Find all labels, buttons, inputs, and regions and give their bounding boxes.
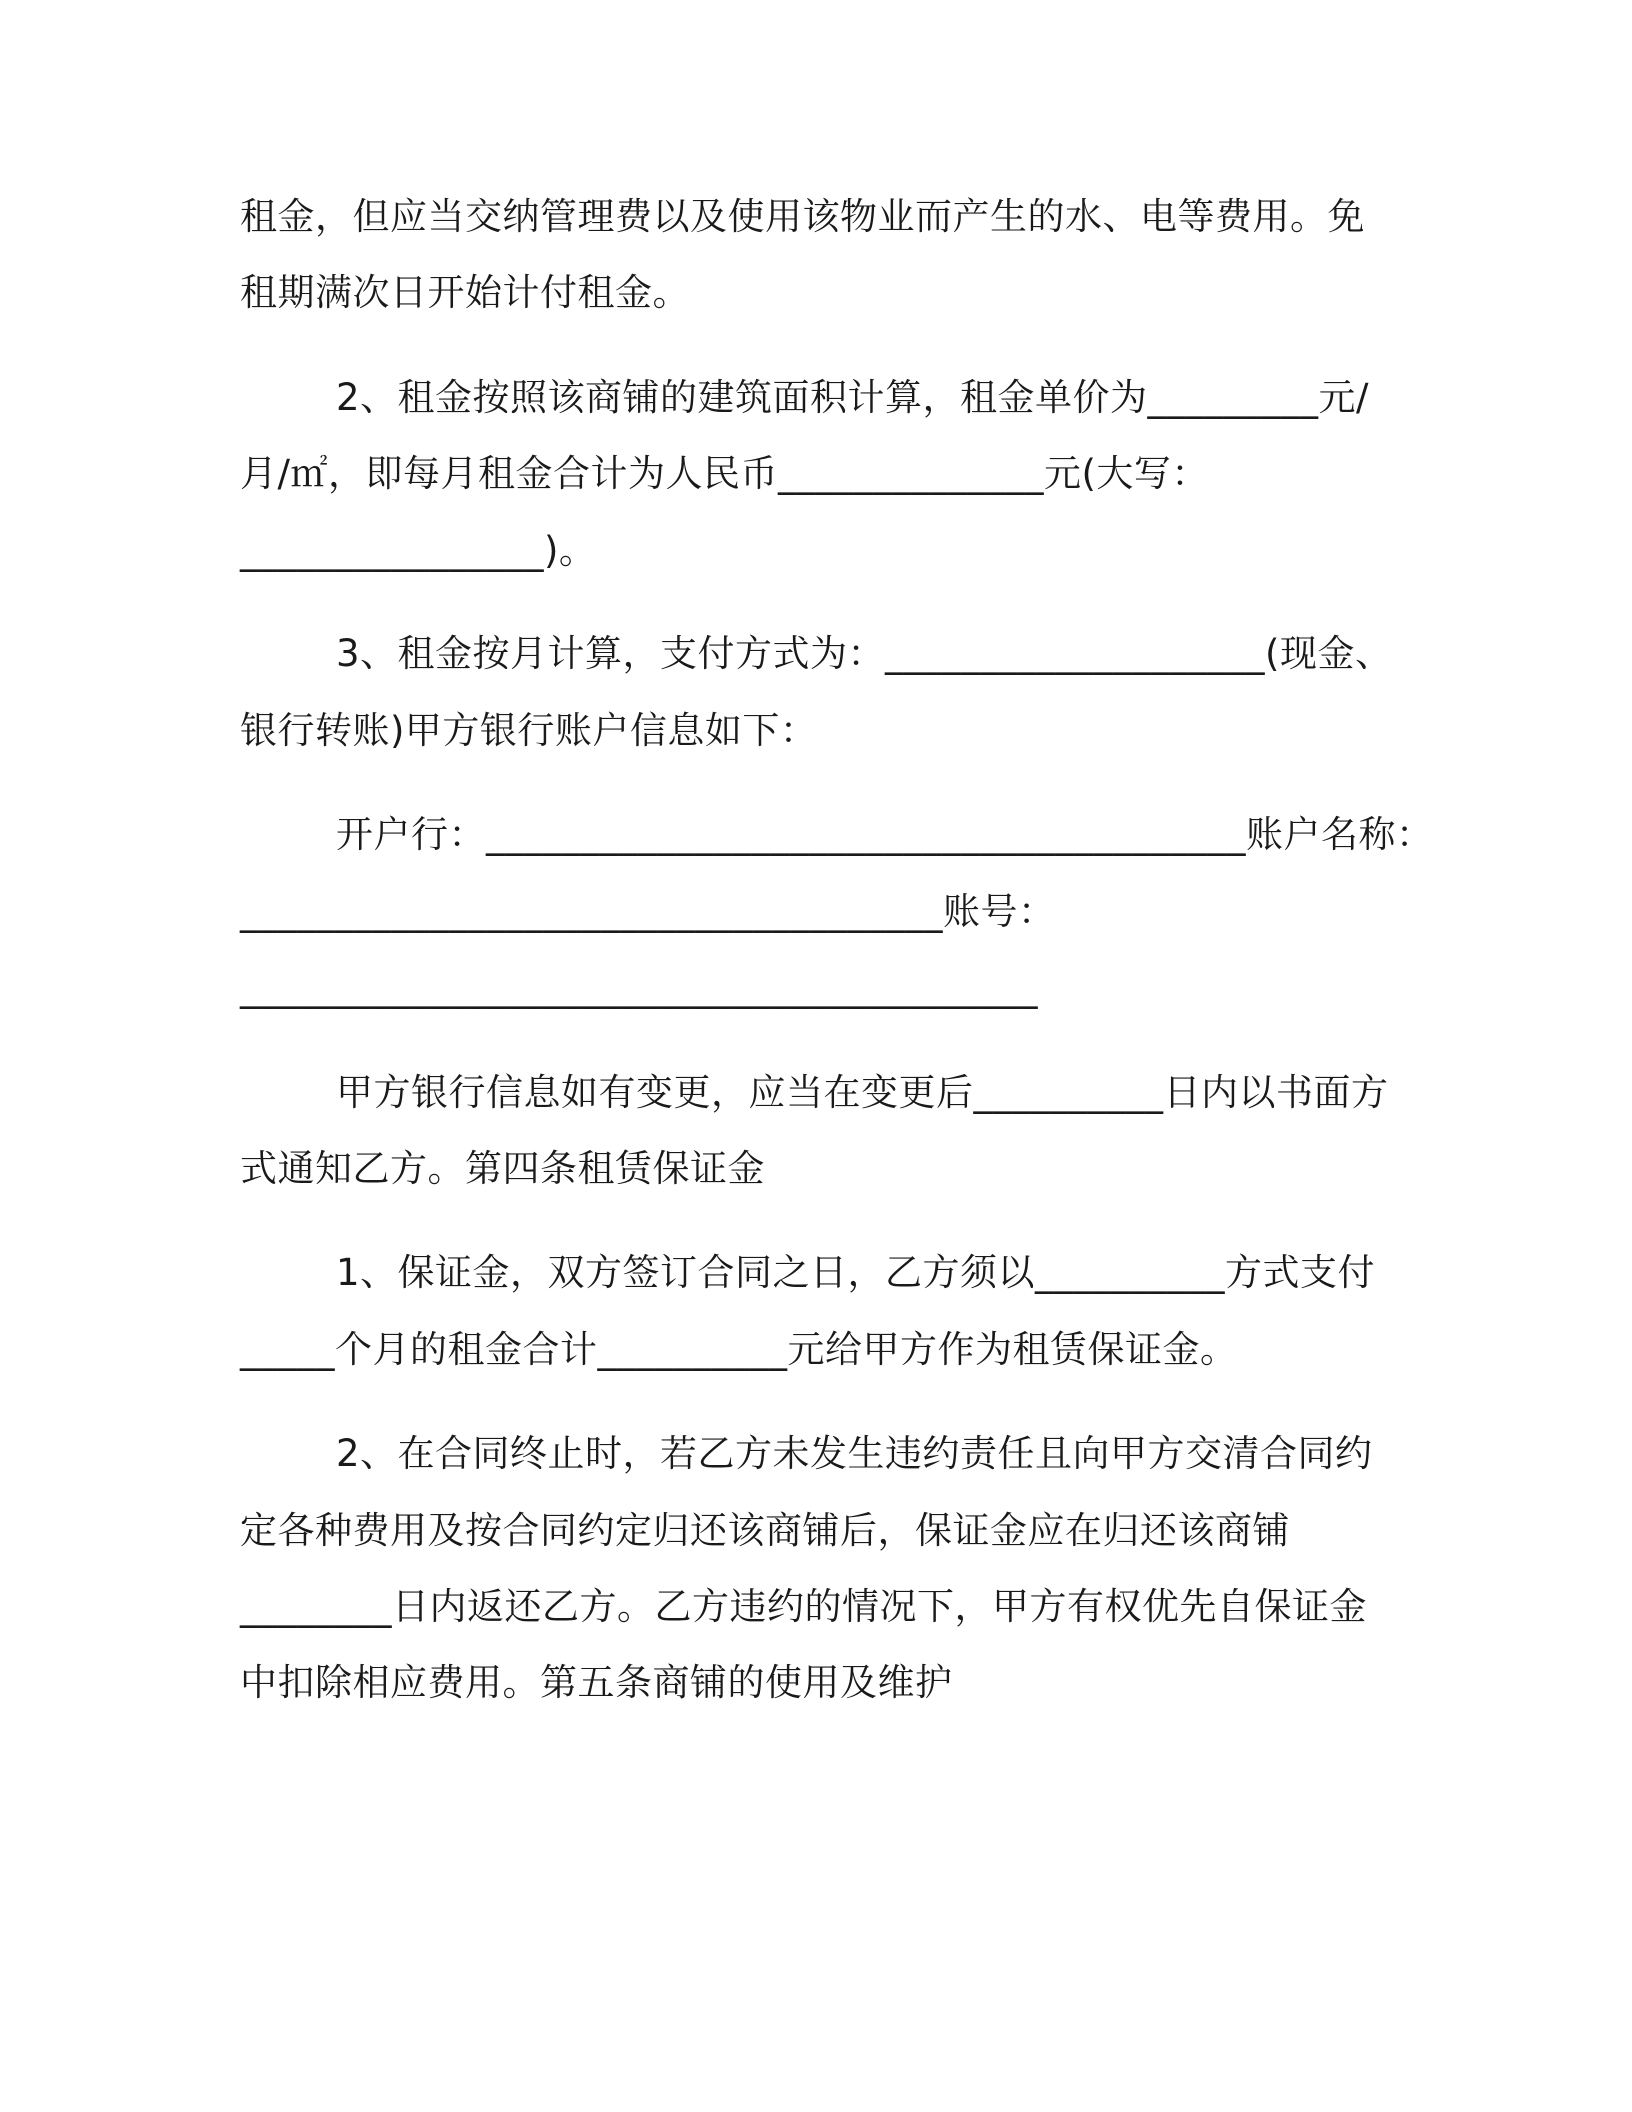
paragraph-line: 定各种费用及按合同约定归还该商铺后，保证金应在归还该商铺 bbox=[240, 1509, 1290, 1552]
paragraph-line: ________日内返还乙方。乙方违约的情况下，甲方有权优先自保证金 bbox=[240, 1585, 1367, 1628]
paragraph-line: 3、租金按月计算，支付方式为：____________________(现金、 bbox=[336, 632, 1393, 675]
paragraph-line: __________________________________________ bbox=[240, 966, 1038, 1009]
paragraph-line: 2、在合同终止时，若乙方未发生违约责任且向甲方交清合同约 bbox=[336, 1432, 1373, 1475]
paragraph-line: _____个月的租金合计__________元给甲方作为租赁保证金。 bbox=[240, 1328, 1238, 1371]
paragraph-line: 式通知乙方。第四条租赁保证金 bbox=[240, 1147, 765, 1190]
paragraph-line: 甲方银行信息如有变更，应当在变更后__________日内以书面方 bbox=[336, 1071, 1389, 1114]
paragraph-line: _____________________________________账号： bbox=[240, 890, 1056, 933]
paragraph-line: 月/㎡，即每月租金合计为人民币______________元(大写： bbox=[240, 452, 1209, 495]
paragraph-line: 银行转账)甲方银行账户信息如下： bbox=[240, 709, 818, 752]
paragraph-line: 2、租金按照该商铺的建筑面积计算，租金单价为_________元/ bbox=[336, 376, 1370, 419]
paragraph-line: ________________)。 bbox=[240, 529, 597, 572]
paragraph-line: 开户行：________________________________________账户名称： bbox=[336, 813, 1434, 856]
paragraph-line: 1、保证金，双方签订合同之日，乙方须以__________方式支付 bbox=[336, 1251, 1376, 1294]
paragraph-line: 中扣除相应费用。第五条商铺的使用及维护 bbox=[240, 1661, 953, 1704]
paragraph-line: 租金，但应当交纳管理费以及使用该物业而产生的水、电等费用。免 bbox=[240, 195, 1365, 238]
paragraph-line: 租期满次日开始计付租金。 bbox=[240, 271, 690, 314]
